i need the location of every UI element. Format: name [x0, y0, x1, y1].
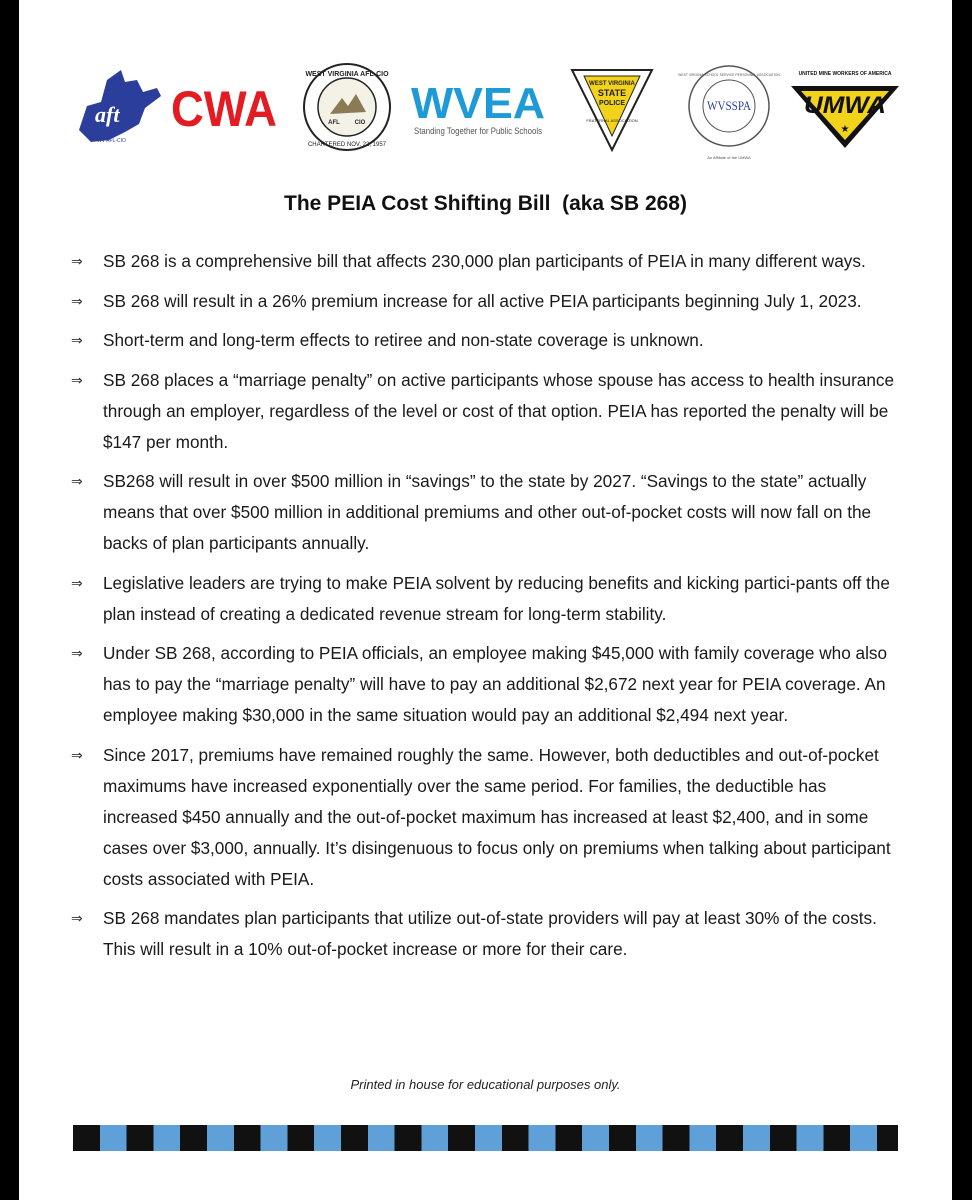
- bullet-text: Legislative leaders are trying to make PEIA solvent by reducing benefits and kicking partici-pants off the plan instead of creating a dedicated revenue stream for long-term stability.: [103, 572, 890, 624]
- wvea-logo-text: WVEA: [411, 79, 545, 128]
- bullet-text: Under SB 268, according to PEIA officials, an employee making $45,000 with family coverage who also has to pay the “marriage penalty” will have to pay an additional $2,672 next year for PEIA coverage. An employee making $30,000 in the same situation would pay an additional $2,494 next year.: [103, 643, 888, 725]
- double-arrow-icon: ⇒: [71, 473, 83, 489]
- double-arrow-icon: ⇒: [71, 910, 83, 926]
- police-sub-text: POLICE: [598, 100, 626, 107]
- footer-note: Printed in house for educational purposes only.: [350, 1077, 621, 1092]
- bullet-text: SB268 will result in over $500 million in “savings” to the state by 2027. “Savings to the state” actually means that over $500 million in additional premiums and other out-of-pocket costs will now fall on the backs of plan participants annually.: [103, 471, 872, 553]
- bullet-list: [69, 246, 899, 974]
- wvsspa-logo-text: WVSSPA: [707, 98, 752, 113]
- cwa-logo-text: CWA: [171, 81, 277, 137]
- umwa-top-text: UNITED MINE WORKERS OF AMERICA: [798, 71, 892, 77]
- union-logo-banner: [19, 0, 952, 175]
- umwa-logo: [789, 68, 901, 150]
- seal-bottom-text: CHARTERED NOV. 22, 1957: [307, 142, 387, 148]
- police-state-text: STATE: [597, 88, 627, 98]
- bullet-text: Since 2017, premiums have remained roughly the same. However, both deductibles and out-of-pocket maximums have increased exponentially over the same period. For families, the deductible has increased $450 annually and the out-of-pocket maximum has increased at least $2,400, and in some cases over $3,000, annually. It’s disingenuous to focus only on premiums when talking about participant costs associated with PEIA.: [103, 744, 891, 889]
- double-arrow-icon: ⇒: [71, 746, 83, 763]
- umwa-star-icon: ★: [840, 124, 850, 135]
- list-item: [69, 740, 899, 895]
- aft-logo-text: aft: [95, 102, 120, 127]
- wvsspa-logo: [678, 64, 780, 164]
- list-item: [69, 365, 899, 458]
- list-item: [69, 903, 899, 965]
- seal-cio-text: CIO: [354, 120, 366, 126]
- flyer-page: [19, 0, 952, 1200]
- list-item: [69, 638, 899, 731]
- aft-logo: [65, 62, 165, 144]
- aft-state-shape: [79, 70, 161, 142]
- seal-top-text: WEST VIRGINIA AFL-CIO: [305, 71, 389, 78]
- wvea-logo: [409, 78, 549, 140]
- list-item: [69, 568, 899, 630]
- list-item: [69, 325, 899, 356]
- umwa-logo-text: UMWA: [804, 92, 886, 119]
- bullet-text: SB 268 places a “marriage penalty” on active participants whose spouse has access to health insurance through an employer, regardless of the level or cost of that option. PEIA has reported the penalty will be $147 per month.: [103, 369, 895, 452]
- document-title: The PEIA Cost Shifting Bill (aka SB 268): [284, 192, 687, 215]
- bullet-text: SB 268 mandates plan participants that utilize out-of-state providers will pay at least 30% of the costs. This will result in a 10% out-of-pocket increase or more for their care.: [103, 908, 877, 959]
- seal-afl-text: AFL: [328, 120, 340, 126]
- double-arrow-icon: ⇒: [71, 371, 83, 388]
- list-item: [69, 246, 899, 277]
- cwa-logo: [169, 78, 281, 137]
- list-item: [69, 466, 899, 559]
- state-police-logo: [569, 64, 655, 152]
- police-side-text: FRATERNAL ASSOCIATION: [586, 118, 638, 123]
- double-arrow-icon: ⇒: [71, 645, 83, 661]
- wvea-tagline: Standing Together for Public Schools: [414, 126, 543, 136]
- police-top-text: WEST VIRGINIA: [589, 81, 635, 87]
- aft-sub-text: WV AFL-CIO: [97, 138, 126, 144]
- decorative-stripe: [73, 1125, 898, 1151]
- wvsspa-ring-text: WEST VIRGINIA SCHOOL SERVICE PERSONNEL ASSOCIATION: [678, 73, 780, 77]
- bullet-text: SB 268 is a comprehensive bill that affects 230,000 plan participants of PEIA in many different ways.: [103, 251, 866, 271]
- bullet-text: SB 268 will result in a 26% premium increase for all active PEIA participants beginning July 1, 2023.: [103, 290, 862, 311]
- double-arrow-icon: ⇒: [71, 332, 83, 348]
- wvsspa-sub-text: An Affiliate of the UMWA: [707, 155, 751, 160]
- double-arrow-icon: ⇒: [71, 292, 83, 309]
- bullet-text: Short-term and long-term effects to retiree and non-state coverage is unknown.: [103, 330, 704, 350]
- double-arrow-icon: ⇒: [71, 253, 83, 269]
- double-arrow-icon: ⇒: [71, 574, 83, 591]
- list-item: [69, 286, 899, 317]
- wv-afl-cio-seal: [302, 62, 392, 152]
